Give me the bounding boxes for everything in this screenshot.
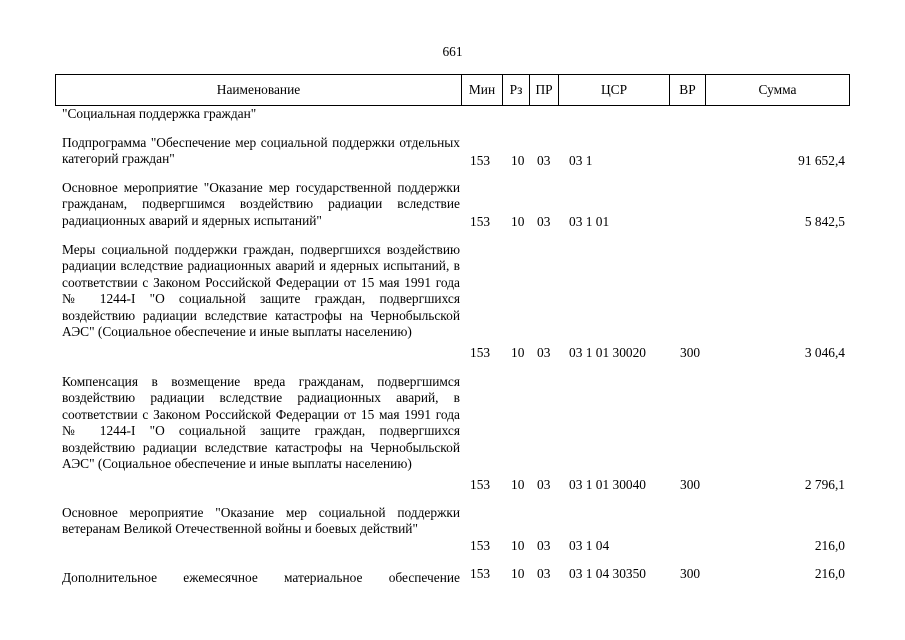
- row-pr: 03: [537, 214, 551, 229]
- header-vr: ВР: [670, 75, 706, 106]
- row-rz: 10: [511, 566, 525, 581]
- row-rz: 10: [511, 538, 525, 553]
- row-rz: 10: [511, 153, 525, 168]
- row-pr: 03: [537, 538, 551, 553]
- row-rz: 10: [511, 477, 525, 492]
- row-csr: 03 1 01 30040: [569, 477, 646, 492]
- header-name: Наименование: [56, 75, 462, 106]
- row-sum: 91 652,4: [798, 153, 845, 168]
- header-sum: Сумма: [706, 75, 850, 106]
- row-pr: 03: [537, 345, 551, 360]
- row-sum: 216,0: [814, 566, 845, 581]
- row-csr: 03 1 01: [569, 214, 610, 229]
- row-pr: 03: [537, 477, 551, 492]
- table-header: [55, 74, 850, 106]
- row-rz: 10: [511, 345, 525, 360]
- header-pr: ПР: [530, 75, 559, 106]
- row-sum: 3 046,4: [804, 345, 845, 360]
- row-name: Компенсация в возмещение вреда гражданам, подвергшимся воздействию радиации вследствие радиационных аварий, в соответствии с Законом Российской Федерации от 15 мая 1991 года № 1244-I "О социальной защите граждан, подвергшихся воздействию радиации вследствие катастрофы на Чернобыльской АЭС" (Социальное обеспечение и иные выплаты населению): [62, 374, 460, 472]
- row-name: Дополнительное ежемесячное материальное обеспечение: [62, 570, 460, 585]
- row-sum: 2 796,1: [804, 477, 845, 492]
- row-csr: 03 1 04 30350: [569, 566, 646, 581]
- row-min: 153: [470, 345, 491, 360]
- row-vr: 300: [680, 345, 701, 360]
- row-min: 153: [470, 477, 491, 492]
- row-csr: 03 1 01 30020: [569, 345, 646, 360]
- row-sum: 5 842,5: [804, 214, 845, 229]
- continuation-text: "Социальная поддержка граждан": [62, 106, 257, 121]
- row-name: Основное мероприятие "Оказание мер государственной поддержки гражданам, подвергшимся воздействию радиации вследствие радиационных аварий и ядерных испытаний": [62, 180, 460, 228]
- header-rz: Рз: [503, 75, 530, 106]
- row-vr: 300: [680, 477, 701, 492]
- row-min: 153: [470, 566, 491, 581]
- page-number: 661: [442, 44, 463, 59]
- row-rz: 10: [511, 214, 525, 229]
- row-csr: 03 1 04: [569, 538, 610, 553]
- header-csr: ЦСР: [559, 75, 670, 106]
- row-csr: 03 1: [569, 153, 593, 168]
- row-name: Подпрограмма "Обеспечение мер социальной поддержки отдельных категорий граждан": [62, 135, 460, 167]
- row-pr: 03: [537, 566, 551, 581]
- row-min: 153: [470, 538, 491, 553]
- row-min: 153: [470, 153, 491, 168]
- row-name: Меры социальной поддержки граждан, подвергшихся воздействию радиации вследствие радиационных аварий и ядерных испытаний, в соответствии с Законом Российской Федерации от 15 мая 1991 года № 1244-I "О социальной защите граждан, подвергшихся воздействию радиации вследствие катастрофы на Чернобыльской АЭС" (Социальное обеспечение и иные выплаты населению): [62, 242, 460, 340]
- row-vr: 300: [680, 566, 701, 581]
- row-sum: 216,0: [814, 538, 845, 553]
- header-min: Мин: [462, 75, 503, 106]
- row-name: Основное мероприятие "Оказание мер социальной поддержки ветеранам Великой Отечественной войны и боевых действий": [62, 505, 460, 537]
- row-min: 153: [470, 214, 491, 229]
- row-pr: 03: [537, 153, 551, 168]
